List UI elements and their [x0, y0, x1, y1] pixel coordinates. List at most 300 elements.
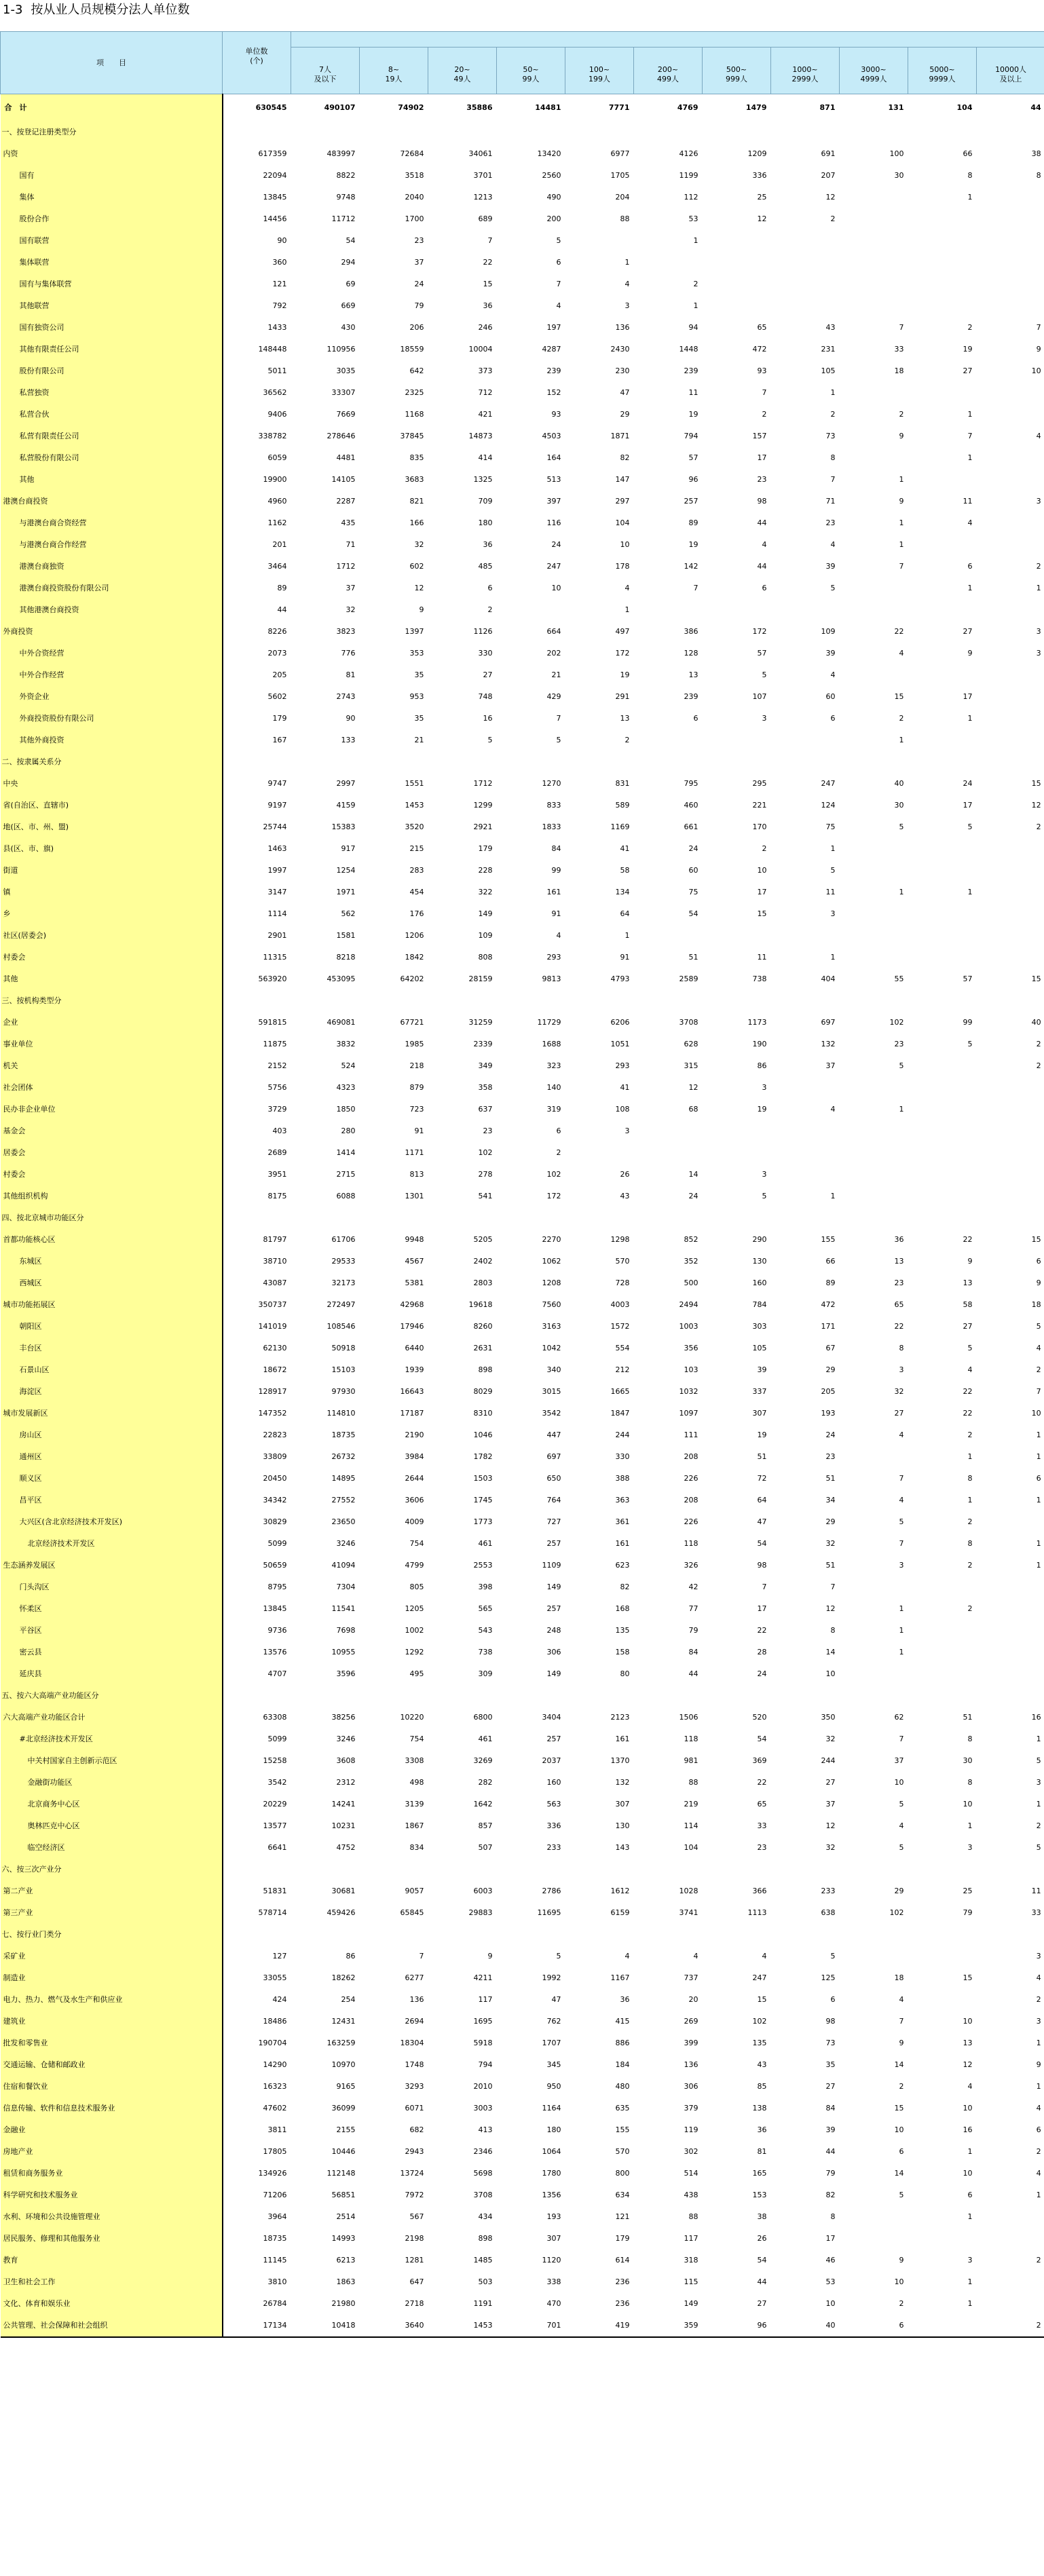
cell-value [840, 860, 908, 882]
row-label: 其他外商投资 [1, 730, 223, 751]
cell-value: 2997 [336, 779, 356, 788]
cell-value: 257 [546, 1735, 561, 1743]
cell-value: 7 [762, 1583, 767, 1591]
cell-value: 65 [894, 1300, 904, 1309]
cell-value: 34 [825, 1496, 836, 1504]
cell-total: 591815 [258, 1018, 287, 1027]
cell-value: 7 [899, 1539, 904, 1548]
cell-value: 64 [620, 909, 630, 918]
cell-value: 293 [546, 953, 561, 962]
group-header-row [1, 1685, 1044, 1707]
cell-value: 11 [757, 953, 767, 962]
cell-value: 160 [546, 1778, 561, 1787]
cell-value: 212 [615, 1365, 630, 1374]
cell-value: 4 [624, 584, 630, 592]
cell-value: 218 [409, 1061, 424, 1070]
cell-value: 3 [1036, 1778, 1041, 1787]
cell-value: 340 [546, 1365, 561, 1374]
cell-value [977, 2293, 1044, 2315]
cell-value: 134 [615, 888, 630, 896]
table-row [1, 947, 1044, 968]
cell-value: 13 [963, 2039, 973, 2047]
cell-total: 3464 [267, 562, 287, 571]
cell-value: 94 [688, 323, 698, 332]
cell-value: 438 [684, 2191, 698, 2199]
cell-value: 6977 [610, 149, 630, 158]
cell-value: 15 [1031, 1235, 1041, 1244]
cell-value: 38 [757, 2212, 767, 2221]
cell-value: 164 [546, 453, 561, 462]
cell-total: 25744 [263, 822, 287, 831]
cell-value: 18304 [400, 2039, 424, 2047]
cell-value: 297 [615, 497, 630, 506]
cell-value: 1046 [473, 1431, 493, 1439]
cell-value: 54 [688, 909, 698, 918]
cell-value: 6 [967, 562, 973, 571]
cell-value: 26 [620, 1170, 630, 1179]
cell-value [977, 686, 1044, 708]
cell-value: 3 [1036, 649, 1041, 658]
cell-value [703, 121, 771, 143]
cell-value: 5 [1036, 1843, 1041, 1852]
cell-value: 93 [551, 410, 561, 419]
cell-total: 424 [272, 1995, 287, 2004]
cell-value: 136 [409, 1995, 424, 2004]
row-label: 密云县 [1, 1642, 223, 1663]
cell-value: 454 [409, 888, 424, 896]
cell-value: 2803 [473, 1278, 493, 1287]
cell-value [908, 1663, 977, 1685]
cell-value: 27 [963, 627, 973, 636]
cell-value: 349 [478, 1061, 493, 1070]
cell-value: 1 [899, 1626, 904, 1635]
table-row [1, 1511, 1044, 1533]
cell-value [977, 1164, 1044, 1186]
cell-value: 79 [414, 301, 424, 310]
header-unit-line: (个) [250, 56, 263, 65]
cell-value [703, 1142, 771, 1164]
cell-total: 134926 [258, 2169, 287, 2178]
cell-value: 2 [624, 736, 630, 744]
cell-value: 27 [894, 1409, 904, 1418]
cell-value: 246 [478, 323, 493, 332]
cell-value: 3404 [542, 1713, 561, 1722]
cell-value: 193 [546, 2212, 561, 2221]
cell-value: 294 [341, 258, 356, 267]
cell-value: 3542 [542, 1409, 561, 1418]
page-title [3, 3, 189, 18]
cell-value: 1700 [405, 214, 424, 223]
table-row [1, 1815, 1044, 1837]
cell-value: 461 [478, 1735, 493, 1743]
cell-value [908, 208, 977, 230]
cell-value: 7 [1036, 323, 1041, 332]
cell-value: 7 [899, 1735, 904, 1743]
cell-total: 9747 [267, 779, 287, 788]
cell-value [497, 1924, 565, 1946]
cell-value: 37 [414, 258, 424, 267]
cell-value: 32 [894, 1387, 904, 1396]
cell-value: 453095 [327, 974, 356, 983]
cell-value: 55 [894, 974, 904, 983]
cell-value [291, 121, 360, 143]
cell-value: 2718 [405, 2299, 424, 2308]
cell-value: 831 [615, 779, 630, 788]
cell-value: 1745 [473, 1496, 493, 1504]
cell-value: 2 [693, 280, 698, 288]
cell-value: 1064 [542, 2147, 561, 2156]
cell-value: 415 [615, 2017, 630, 2026]
header-size-line: 50~ [523, 65, 539, 74]
table-row [1, 2032, 1044, 2054]
cell-value: 5 [899, 822, 904, 831]
data-table [0, 31, 1044, 2338]
cell-value: 898 [478, 2234, 493, 2243]
cell-value: 2589 [679, 974, 698, 983]
cell-value: 8 [967, 1778, 973, 1787]
cell-value: 24 [414, 280, 424, 288]
cell-value: 36 [894, 1235, 904, 1244]
row-label: 临空经济区 [1, 1837, 223, 1859]
row-label: 朝阳区 [1, 1316, 223, 1338]
cell-value [634, 1685, 703, 1707]
cell-value: 3035 [336, 366, 356, 375]
cell-value: 369 [752, 1756, 767, 1765]
cell-value: 11 [688, 388, 698, 397]
cell-value [840, 187, 908, 208]
cell-value: 4 [624, 1952, 630, 1961]
cell-value: 1485 [473, 2256, 493, 2265]
header-size-line: 9999人 [929, 75, 956, 83]
cell-value: 12 [825, 1821, 836, 1830]
cell-value: 10231 [331, 1821, 356, 1830]
cell-value: 98 [757, 1561, 767, 1570]
cell-value: 53 [825, 2277, 836, 2286]
cell-total: 13576 [263, 1648, 287, 1656]
cell-value: 17187 [400, 1409, 424, 1418]
cell-value [977, 925, 1044, 947]
cell-value: 2 [967, 323, 973, 332]
cell-value [977, 2271, 1044, 2293]
row-label: 其他 [1, 968, 223, 990]
cell-value: 1 [967, 2277, 973, 2286]
cell-value: 9 [487, 1952, 493, 1961]
cell-value: 65 [757, 323, 767, 332]
cell-value: 1992 [542, 1973, 561, 1982]
cell-value [977, 1859, 1044, 1880]
cell-value [977, 1598, 1044, 1620]
cell-value [291, 1924, 360, 1946]
row-label: 私营股份有限公司 [1, 447, 223, 469]
cell-value: 236 [615, 2299, 630, 2308]
cell-value: 2694 [405, 2017, 424, 2026]
cell-value: 12 [414, 584, 424, 592]
cell-value: 168 [615, 1604, 630, 1613]
cell-value [908, 1142, 977, 1164]
total-row [1, 94, 1044, 122]
cell-value [840, 664, 908, 686]
cell-value: 1208 [542, 1278, 561, 1287]
cell-value: 41 [620, 844, 630, 853]
cell-value: 8260 [473, 1322, 493, 1331]
cell-total: 18735 [263, 2234, 287, 2243]
cell-value: 430 [341, 323, 356, 332]
cell-total: 147352 [258, 1409, 287, 1418]
cell-value: 72 [757, 1474, 767, 1483]
cell-value: 56851 [331, 2191, 356, 2199]
cell-value: 239 [684, 692, 698, 701]
cell-value: 155 [615, 2125, 630, 2134]
cell-value [497, 599, 565, 621]
cell-value: 33307 [331, 388, 356, 397]
row-label: 社会团体 [1, 1077, 223, 1099]
header-row [1, 32, 1044, 48]
table-row [1, 1946, 1044, 1967]
cell-value: 3 [762, 1170, 767, 1179]
cell-value: 1299 [473, 801, 493, 810]
cell-value: 3708 [473, 2191, 493, 2199]
cell-value [908, 990, 977, 1012]
cell-value: 821 [409, 497, 424, 506]
cell-value: 155 [821, 1235, 836, 1244]
cell-value: 71 [825, 497, 836, 506]
cell-value [908, 1099, 977, 1120]
cell-value: 10 [620, 540, 630, 549]
cell-value [908, 1924, 977, 1946]
cell-value [565, 1142, 634, 1164]
cell-value: 114810 [327, 1409, 356, 1418]
cell-value: 138 [752, 2104, 767, 2113]
cell-value: 193 [821, 1409, 836, 1418]
header-size-line: 及以下 [314, 75, 337, 83]
cell-value: 562 [341, 909, 356, 918]
cell-value: 6277 [405, 1973, 424, 1982]
cell-value: 36 [483, 540, 493, 549]
cell-value: 1164 [542, 2104, 561, 2113]
cell-value: 131 [888, 103, 904, 112]
cell-value: 206 [409, 323, 424, 332]
cell-value: 5 [1036, 1756, 1041, 1765]
cell-value: 356 [684, 1344, 698, 1352]
row-label: 五、按六大高端产业功能区分 [1, 1685, 223, 1707]
cell-total: 1463 [267, 844, 287, 853]
cell-value: 236 [615, 2277, 630, 2286]
cell-value: 4 [899, 649, 904, 658]
cell-value: 764 [546, 1496, 561, 1504]
table-row [1, 360, 1044, 382]
table-row [1, 1164, 1044, 1186]
cell-value: 32 [414, 540, 424, 549]
cell-value: 459426 [327, 1908, 356, 1917]
cell-value: 5205 [473, 1235, 493, 1244]
table-row [1, 2076, 1044, 2098]
cell-value: 12 [963, 2060, 973, 2069]
cell-value: 15 [963, 1973, 973, 1982]
cell-value: 4323 [336, 1083, 356, 1092]
cell-value: 5 [967, 1344, 973, 1352]
table-row [1, 1620, 1044, 1642]
cell-value: 110956 [327, 345, 356, 354]
cell-value: 19 [688, 410, 698, 419]
cell-value: 6 [830, 714, 836, 723]
cell-value: 8 [899, 1344, 904, 1352]
table-row [1, 816, 1044, 838]
table-row [1, 2054, 1044, 2076]
cell-value: 29 [825, 1365, 836, 1374]
cell-value: 135 [615, 1626, 630, 1635]
cell-value [703, 990, 771, 1012]
cell-value: 7 [899, 323, 904, 332]
group-header-row [1, 990, 1044, 1012]
cell-value: 2494 [679, 1300, 698, 1309]
cell-value: 42968 [400, 1300, 424, 1309]
cell-total: 1433 [267, 323, 287, 332]
cell-value: 39 [825, 562, 836, 571]
cell-value: 6 [1036, 2125, 1041, 2134]
cell-value: 8 [830, 2212, 836, 2221]
cell-value: 1871 [610, 432, 630, 440]
cell-value [908, 295, 977, 317]
row-label: 北京商务中心区 [1, 1794, 223, 1815]
cell-value: 307 [615, 1800, 630, 1808]
cell-value: 6 [840, 2315, 908, 2337]
cell-value: 2037 [542, 1756, 561, 1765]
cell-value [977, 1077, 1044, 1099]
row-label: 其他联营 [1, 295, 223, 317]
cell-value: 64 [757, 1496, 767, 1504]
cell-value: 10418 [291, 2315, 360, 2337]
cell-value: 84 [551, 844, 561, 853]
cell-value: 51 [757, 1452, 767, 1461]
cell-value: 10 [1031, 366, 1041, 375]
cell-value: 541 [478, 1192, 493, 1200]
cell-value [977, 1642, 1044, 1663]
cell-value: 1 [1036, 1452, 1041, 1461]
cell-value: 65 [757, 1800, 767, 1808]
cell-total: 3951 [267, 1170, 287, 1179]
cell-value [360, 990, 428, 1012]
cell-value: 19 [757, 1105, 767, 1114]
cell-value: 2 [899, 2299, 904, 2308]
cell-value: 543 [478, 1626, 493, 1635]
row-label: 平谷区 [1, 1620, 223, 1642]
cell-value: 1665 [610, 1387, 630, 1396]
cell-value: 2 [977, 2315, 1044, 2337]
header-size-line: 2999人 [791, 75, 819, 83]
row-label: 地(区、市、州、盟) [1, 816, 223, 838]
cell-total: 16323 [263, 2082, 287, 2091]
header-size-line: 7人 [319, 65, 331, 74]
cell-value [840, 273, 908, 295]
cell-value: 64202 [400, 974, 424, 983]
table-row [1, 1576, 1044, 1598]
cell-value: 22 [963, 1387, 973, 1396]
cell-value: 800 [615, 2169, 630, 2178]
cell-value: 4126 [679, 149, 698, 158]
cell-value: 5 [830, 1952, 836, 1961]
cell-total: 1997 [267, 866, 287, 875]
row-label: 省(自治区、直辖市) [1, 795, 223, 816]
table-row [1, 708, 1044, 730]
cell-value: 379 [684, 2104, 698, 2113]
cell-value: 15 [483, 280, 493, 288]
cell-value [908, 534, 977, 556]
row-label: 科学研究和技术服务业 [1, 2184, 223, 2206]
cell-value [703, 1120, 771, 1142]
cell-value: 104 [956, 103, 973, 112]
cell-value: 112 [684, 193, 698, 202]
header-size-line: 5000~ [929, 65, 955, 74]
cell-value: 221 [752, 801, 767, 810]
cell-value: 73 [825, 432, 836, 440]
cell-value: 9 [899, 432, 904, 440]
cell-value: 306 [684, 2082, 698, 2091]
cell-value: 3308 [405, 1756, 424, 1765]
cell-value: 10 [757, 866, 767, 875]
cell-value: 179 [478, 844, 493, 853]
table-row [1, 230, 1044, 252]
cell-value: 386 [684, 627, 698, 636]
cell-value [565, 1207, 634, 1229]
cell-value: 109 [821, 627, 836, 636]
cell-value: 1695 [473, 2017, 493, 2026]
cell-value: 104 [615, 518, 630, 527]
table-row [1, 2141, 1044, 2163]
cell-value: 147 [615, 475, 630, 484]
cell-value [360, 1685, 428, 1707]
cell-value [497, 751, 565, 773]
cell-value: 8310 [473, 1409, 493, 1418]
cell-value: 23 [757, 1843, 767, 1852]
row-label: 居委会 [1, 1142, 223, 1164]
cell-value: 39 [825, 2125, 836, 2134]
cell-total: 13845 [263, 193, 287, 202]
cell-value: 319 [546, 1105, 561, 1114]
cell-value: 30 [894, 171, 904, 180]
cell-value: 204 [615, 193, 630, 202]
cell-value [840, 208, 908, 230]
cell-value: 14 [688, 1170, 698, 1179]
cell-value: 27 [963, 1322, 973, 1331]
row-label: 街道 [1, 860, 223, 882]
cell-value: 82 [620, 1583, 630, 1591]
cell-value [908, 751, 977, 773]
cell-value: 14 [894, 2169, 904, 2178]
cell-value: 461 [478, 1539, 493, 1548]
cell-value: 40 [1031, 1018, 1041, 1027]
cell-value [703, 730, 771, 751]
cell-total: 34342 [263, 1496, 287, 1504]
cell-total: 33055 [263, 1973, 287, 1982]
cell-value: 336 [546, 1821, 561, 1830]
cell-value: 1 [624, 931, 630, 940]
cell-total: 11875 [263, 1040, 287, 1048]
cell-value: 419 [565, 2315, 634, 2337]
cell-value [565, 751, 634, 773]
cell-value: 14993 [331, 2234, 356, 2243]
cell-value: 3 [1036, 497, 1041, 506]
cell-value: 36 [620, 1995, 630, 2004]
cell-total: 43087 [263, 1278, 287, 1287]
cell-value: 1 [899, 475, 904, 484]
cell-total: 51831 [263, 1887, 287, 1895]
cell-value: 43 [825, 323, 836, 332]
cell-total: 17134 [223, 2315, 291, 2337]
cell-value: 15 [1031, 974, 1041, 983]
cell-total: 11145 [263, 2256, 287, 2265]
cell-value: 503 [478, 2277, 493, 2286]
cell-value [840, 838, 908, 860]
